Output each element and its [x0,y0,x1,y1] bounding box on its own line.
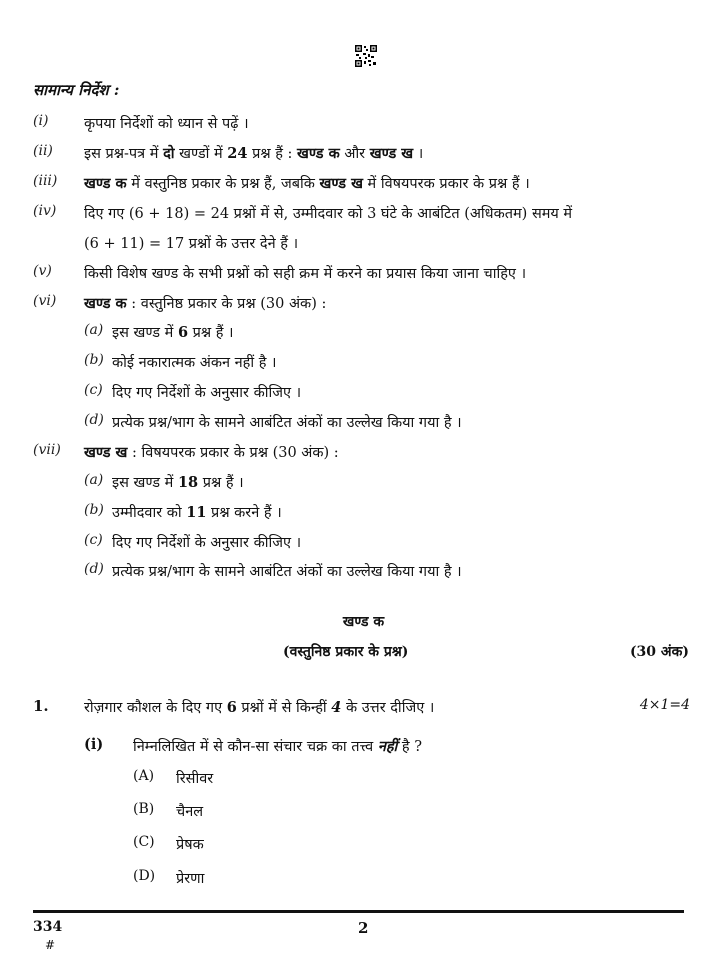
instruction-number: (iv) [33,203,57,219]
option-letter: (D) [133,868,156,884]
instruction-number: (vii) [33,442,61,458]
section-title: खण्ड क [342,614,385,630]
instruction-number: (ii) [33,143,53,159]
option-text: प्रेषक [176,837,204,853]
paper-code: 334 [33,919,63,935]
subitem-label: (a) [84,472,104,488]
subquestion-label: (i) [84,736,104,753]
instruction-text: कृपया निर्देशों को ध्यान से पढ़ें । [84,116,249,132]
subitem-label: (c) [84,532,103,548]
instruction-number: (i) [33,113,49,129]
footer-rule [33,910,684,913]
option-text: रिसीवर [176,771,214,787]
section-marks: (30 अंक) [629,644,689,660]
subquestion-text: निम्नलिखित में से कौन-सा संचार चक्र का तत्त्व नहीं है ? [133,738,423,755]
option-letter: (A) [133,768,155,784]
footer-hash: # [45,938,56,952]
subitem-text: दिए गए निर्देशों के अनुसार कीजिए । [112,385,302,401]
option-text: चैनल [176,804,204,820]
subitem-text: दिए गए निर्देशों के अनुसार कीजिए । [112,535,302,551]
question-number: 1. [33,697,49,715]
instruction-text: इस प्रश्न-पत्र में दो खण्डों में 24 प्रश्न हैं : खण्ड क और खण्ड ख । [84,145,424,162]
page-number: 2 [358,919,369,937]
option-text: प्रेरणा [176,871,205,887]
subitem-text: प्रत्येक प्रश्न/भाग के सामने आबंटित अंकों का उल्लेख किया गया है । [112,415,462,431]
subitem-label: (d) [84,412,104,428]
subitem-label: (b) [84,352,104,368]
subitem-label: (a) [84,322,104,338]
instructions-heading: सामान्य निर्देश : [33,81,120,99]
subitem-text: प्रत्येक प्रश्न/भाग के सामने आबंटित अंकों का उल्लेख किया गया है । [112,564,462,580]
instruction-text: दिए गए (6 + 18) = 24 प्रश्नों में से, उम्मीदवार को 3 घंटे के आबंटित (अधिकतम) समय में [84,206,573,222]
subitem-label: (b) [84,502,104,518]
instruction-text-continued: (6 + 11) = 17 प्रश्नों के उत्तर देने हैं । [84,236,299,252]
subitem-text: कोई नकारात्मक अंकन नहीं है । [112,355,277,371]
subitem-label: (d) [84,561,104,577]
instruction-number: (v) [33,263,52,279]
subitem-text: उम्मीदवार को 11 प्रश्न करने हैं । [112,504,282,521]
instruction-text: किसी विशेष खण्ड के सभी प्रश्नों को सही क्रम में करने का प्रयास किया जाना चाहिए । [84,266,527,282]
subitem-text: इस खण्ड में 18 प्रश्न हैं । [112,474,244,491]
section-subtitle: (वस्तुनिष्ठ प्रकार के प्रश्न) [283,644,409,660]
qr-code-icon [354,44,378,68]
option-letter: (C) [133,834,155,850]
option-letter: (B) [133,801,155,817]
instruction-number: (vi) [33,293,57,309]
subitem-label: (c) [84,382,103,398]
question-marks: 4×1=4 [639,697,690,713]
instruction-text: खण्ड ख : विषयपरक प्रकार के प्रश्न (30 अंक) : [84,444,339,461]
subitem-text: इस खण्ड में 6 प्रश्न हैं । [112,324,234,341]
instruction-number: (iii) [33,173,58,189]
instruction-text: खण्ड क : वस्तुनिष्ठ प्रकार के प्रश्न (30 अंक) : [84,295,327,312]
instruction-text: खण्ड क में वस्तुनिष्ठ प्रकार के प्रश्न हैं, जबकि खण्ड ख में विषयपरक प्रकार के प्रश्न हैं । [84,175,530,192]
question-text: रोज़गार कौशल के दिए गए 6 प्रश्नों में से किन्हीं 4 के उत्तर दीजिए । [84,699,435,716]
